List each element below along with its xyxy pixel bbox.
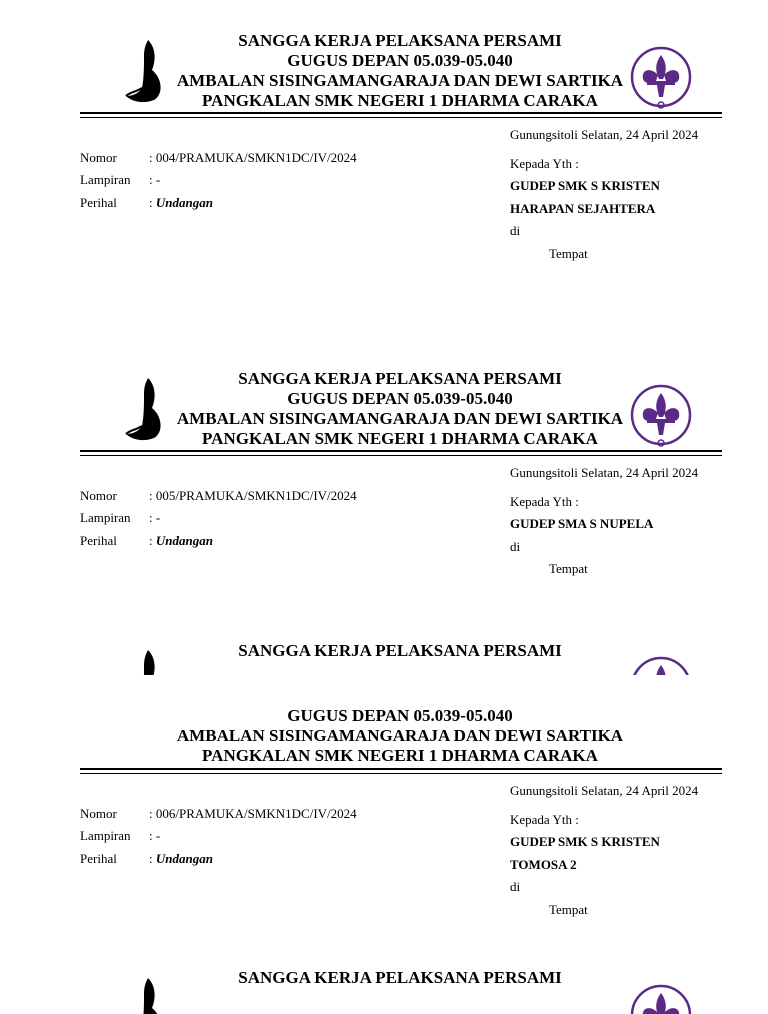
lampiran-label: Lampiran	[80, 828, 131, 843]
lampiran-label: Lampiran	[80, 510, 131, 525]
lampiran-value: : -	[149, 172, 161, 187]
letterhead-2	[0, 368, 768, 458]
letterhead-3-partial	[0, 640, 768, 675]
perihal-value	[149, 851, 213, 867]
di-label: di	[510, 223, 521, 238]
header-line-1: SANGGA KERJA PELAKSANA PERSAMI	[238, 641, 562, 660]
perihal-separator: :	[149, 195, 156, 210]
scout-emblem-icon	[629, 983, 693, 1014]
header-line-2: GUGUS DEPAN 05.039-05.040	[287, 51, 513, 70]
perihal-separator: :	[149, 851, 156, 866]
perihal-label: Perihal	[80, 851, 117, 866]
header-line-1: SANGGA KERJA PELAKSANA PERSAMI	[238, 31, 562, 50]
header-line-1: SANGGA KERJA PELAKSANA PERSAMI	[238, 968, 562, 987]
header-line-4: PANGKALAN SMK NEGERI 1 DHARMA CARAKA	[202, 429, 598, 448]
header-line-2: GUGUS DEPAN 05.039-05.040	[287, 706, 513, 725]
header-line-1: SANGGA KERJA PELAKSANA PERSAMI	[238, 369, 562, 388]
nomor-label: Nomor	[80, 488, 117, 503]
tempat-label: Tempat	[549, 246, 588, 261]
lampiran-label: Lampiran	[80, 172, 131, 187]
perihal-label: Perihal	[80, 533, 117, 548]
perihal-label: Perihal	[80, 195, 117, 210]
recipient-line-2: TOMOSA 2	[510, 857, 577, 872]
perihal-separator: :	[149, 533, 156, 548]
header-rule	[80, 768, 722, 774]
nomor-label: Nomor	[80, 806, 117, 821]
di-label: di	[510, 539, 521, 554]
scout-emblem-icon	[629, 655, 693, 675]
letter-date: Gunungsitoli Selatan, 24 April 2024	[510, 127, 699, 142]
kepada-yth: Kepada Yth :	[510, 156, 579, 171]
perihal-text: Undangan	[155, 851, 213, 866]
header-line-2: GUGUS DEPAN 05.039-05.040	[287, 389, 513, 408]
letter-date: Gunungsitoli Selatan, 24 April 2024	[510, 783, 699, 798]
recipient-line-1: GUDEP SMA S NUPELA	[510, 516, 654, 531]
perihal-value	[149, 195, 213, 211]
kepada-yth: Kepada Yth :	[510, 812, 579, 827]
header-line-3: AMBALAN SISINGAMANGARAJA DAN DEWI SARTIKA	[176, 71, 624, 90]
header-line-4: PANGKALAN SMK NEGERI 1 DHARMA CARAKA	[202, 91, 598, 110]
tempat-label: Tempat	[549, 902, 588, 917]
scout-emblem-icon	[629, 383, 693, 449]
lampiran-value: : -	[149, 828, 161, 843]
letterhead-1	[0, 30, 768, 120]
scout-emblem-icon	[629, 45, 693, 111]
letter-date: Gunungsitoli Selatan, 24 April 2024	[510, 465, 699, 480]
header-rule	[80, 450, 722, 456]
nomor-value: : 006/PRAMUKA/SMKN1DC/IV/2024	[149, 806, 357, 821]
perihal-value	[149, 533, 213, 549]
di-label: di	[510, 879, 521, 894]
kepada-yth: Kepada Yth :	[510, 494, 579, 509]
header-rule	[80, 112, 722, 118]
recipient-line-2: HARAPAN SEJAHTERA	[510, 201, 656, 216]
nomor-value: : 005/PRAMUKA/SMKN1DC/IV/2024	[149, 488, 357, 503]
page-2	[0, 696, 768, 1014]
tempat-label: Tempat	[549, 561, 588, 576]
perihal-text: Undangan	[155, 195, 213, 210]
recipient-line-1: GUDEP SMK S KRISTEN	[510, 834, 660, 849]
header-line-4: PANGKALAN SMK NEGERI 1 DHARMA CARAKA	[202, 746, 598, 765]
recipient-line-1: GUDEP SMK S KRISTEN	[510, 178, 660, 193]
letterhead-4-partial	[0, 968, 768, 1014]
header-line-3: AMBALAN SISINGAMANGARAJA DAN DEWI SARTIKA	[176, 409, 624, 428]
header-line-3: AMBALAN SISINGAMANGARAJA DAN DEWI SARTIKA	[176, 726, 624, 745]
nomor-label: Nomor	[80, 150, 117, 165]
nomor-value: : 004/PRAMUKA/SMKN1DC/IV/2024	[149, 150, 357, 165]
lampiran-value: : -	[149, 510, 161, 525]
perihal-text: Undangan	[155, 533, 213, 548]
